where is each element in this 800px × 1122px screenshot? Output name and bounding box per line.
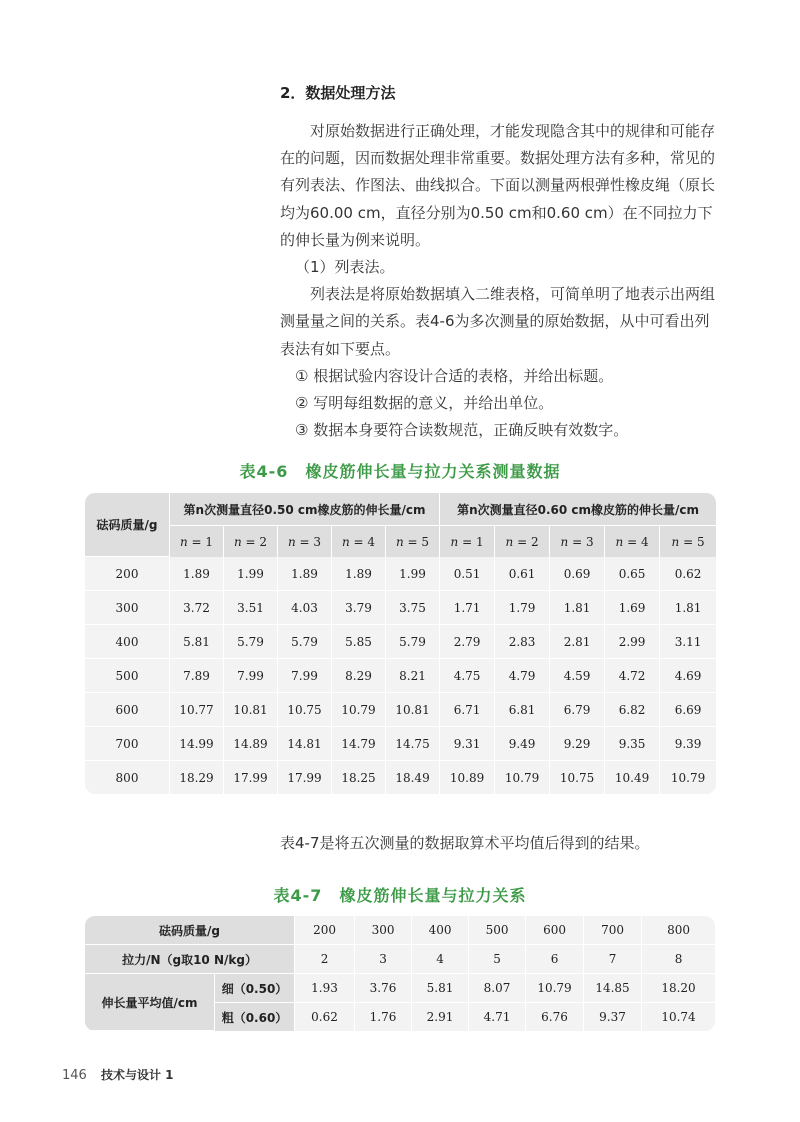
n-label-cell: n = 3: [550, 526, 605, 557]
value-cell: 17.99: [224, 761, 278, 794]
list-point-2: ② 写明每组数据的意义，并给出单位。: [295, 394, 554, 413]
value-cell: 5.79: [278, 625, 332, 659]
mass-value-cell: 500: [469, 916, 526, 945]
value-cell: 5.85: [332, 625, 386, 659]
n-label-cell: n = 2: [495, 526, 550, 557]
value-cell: 1.81: [660, 591, 716, 625]
table-row: [85, 659, 716, 693]
table-4-7-note: 表4-7是将五次测量的数据取算术平均值后得到的结果。: [280, 834, 650, 852]
group2-header: 第n次测量直径0.60 cm橡皮筋的伸长量/cm: [440, 493, 716, 526]
value-cell: 3.51: [224, 591, 278, 625]
value-cell: 14.81: [278, 727, 332, 761]
page-footer: [62, 1066, 174, 1083]
thin-label: 细（0.50）: [215, 974, 295, 1003]
thin-value-cell: 3.76: [355, 974, 412, 1003]
value-cell: 10.79: [495, 761, 550, 794]
page-number: 146: [62, 1068, 87, 1083]
n-label-cell: n = 2: [224, 526, 278, 557]
value-cell: 6.69: [660, 693, 716, 727]
value-cell: 7.89: [170, 659, 224, 693]
value-cell: 1.99: [386, 557, 440, 591]
value-cell: 10.81: [386, 693, 440, 727]
mass-value-cell: 600: [526, 916, 584, 945]
section-heading: 2．数据处理方法: [280, 84, 396, 102]
thin-value-cell: 14.85: [584, 974, 642, 1003]
value-cell: 1.69: [605, 591, 660, 625]
table-row: [85, 591, 716, 625]
value-cell: 6.71: [440, 693, 495, 727]
value-cell: 10.81: [224, 693, 278, 727]
table-row: [85, 625, 716, 659]
value-cell: 10.79: [670, 770, 706, 785]
n-label-cell: n = 1: [170, 526, 224, 557]
table-4-6: [85, 493, 716, 794]
value-cell: 10.49: [605, 761, 660, 794]
value-cell: 18.29: [170, 761, 224, 794]
force-value-cell: 2: [295, 945, 355, 974]
value-cell: 14.79: [332, 727, 386, 761]
value-cell: 7.99: [224, 659, 278, 693]
mass-value-cell: 300: [355, 916, 412, 945]
thick-value-cell: 6.76: [526, 1003, 584, 1031]
value-cell: 4.79: [495, 659, 550, 693]
mass-value-cell: 700: [584, 916, 642, 945]
value-cell: 10.75: [550, 761, 605, 794]
n-label-cell: n = 4: [332, 526, 386, 557]
body-text: [280, 118, 720, 444]
mass-cell: 500: [85, 659, 170, 693]
mass-cell: 700: [85, 727, 170, 761]
value-cell: 7.99: [278, 659, 332, 693]
value-cell: 6.79: [550, 693, 605, 727]
value-cell: 9.31: [440, 727, 495, 761]
force-value-cell: 5: [469, 945, 526, 974]
thick-value-cell: 9.37: [584, 1003, 642, 1031]
n-label-cell: n = 1: [440, 526, 495, 557]
table-4-6-title: 表4-6 橡皮筋伸长量与拉力关系测量数据: [239, 462, 561, 481]
thick-value-cell: 1.76: [355, 1003, 412, 1031]
value-cell: 14.89: [224, 727, 278, 761]
value-cell: 1.89: [278, 557, 332, 591]
force-value-cell: 4: [412, 945, 469, 974]
avg-label: 伸长量平均值/cm: [85, 974, 215, 1031]
mass-cell: 800: [85, 761, 170, 794]
value-cell: 1.79: [495, 591, 550, 625]
force-label: 拉力/N（g取10 N/kg）: [85, 945, 295, 974]
n-label-cell: n = 5: [660, 526, 716, 557]
value-cell: 0.69: [550, 557, 605, 591]
mass-label: 砝码质量/g: [85, 916, 295, 945]
value-cell: 9.39: [660, 727, 716, 761]
value-cell: 4.59: [550, 659, 605, 693]
table-4-7-title: 表4-7 橡皮筋伸长量与拉力关系: [273, 886, 527, 905]
mass-cell: 200: [85, 557, 170, 591]
value-cell: 0.62: [660, 557, 716, 591]
value-cell: 3.75: [386, 591, 440, 625]
paragraph-list-desc: 列表法是将原始数据填入二维表格，可简单明了地表示出两组测量量之间的关系。表4-6为多次测量的原始数据，从中可看出列表法有如下要点。: [280, 285, 716, 358]
value-cell: 5.79: [224, 625, 278, 659]
thick-value-cell: 4.71: [469, 1003, 526, 1031]
force-value-cell: 3: [355, 945, 412, 974]
value-cell: 10.75: [278, 693, 332, 727]
mass-value-cell: 200: [295, 916, 355, 945]
table-row: [85, 557, 716, 591]
value-cell: 1.89: [170, 557, 224, 591]
mass-value-cell: 400: [412, 916, 469, 945]
force-value-cell: 8: [642, 945, 715, 974]
thin-value-cell: 5.81: [412, 974, 469, 1003]
list-point-1: ① 根据试验内容设计合适的表格，并给出标题。: [295, 366, 614, 385]
value-cell: 1.89: [332, 557, 386, 591]
value-cell: 10.79: [332, 693, 386, 727]
value-cell: 9.35: [605, 727, 660, 761]
thin-value-cell: 8.07: [469, 974, 526, 1003]
value-cell: 1.81: [550, 591, 605, 625]
n-label-cell: n = 4: [605, 526, 660, 557]
mass-value-cell: 800: [642, 916, 715, 945]
value-cell: 1.71: [440, 591, 495, 625]
value-cell: 2.79: [440, 625, 495, 659]
thick-label: 粗（0.60）: [215, 1003, 295, 1031]
value-cell: 10.77: [170, 693, 224, 727]
value-cell: 3.11: [660, 625, 716, 659]
value-cell: 3.72: [170, 591, 224, 625]
paragraph-list-method: （1）列表法。: [295, 258, 395, 277]
table-row: [85, 761, 716, 794]
thick-value-cell: 10.74: [661, 1010, 696, 1024]
value-cell: 14.75: [386, 727, 440, 761]
value-cell: 5.81: [170, 625, 224, 659]
value-cell: 10.89: [440, 761, 495, 794]
table-row: [85, 693, 716, 727]
value-cell: 9.49: [495, 727, 550, 761]
n-label-cell: n = 3: [278, 526, 332, 557]
value-cell: 4.03: [278, 591, 332, 625]
value-cell: 2.99: [605, 625, 660, 659]
value-cell: 6.82: [605, 693, 660, 727]
list-point-3: ③ 数据本身要符合读数规范，正确反映有效数字。: [295, 421, 629, 440]
value-cell: 5.79: [386, 625, 440, 659]
value-cell: 14.99: [170, 727, 224, 761]
value-cell: 18.49: [386, 761, 440, 794]
thick-value-cell: 2.91: [412, 1003, 469, 1031]
thick-value-cell: 0.62: [295, 1003, 355, 1031]
thin-value-cell: 1.93: [295, 974, 355, 1003]
value-cell: 6.81: [495, 693, 550, 727]
value-cell: 4.69: [660, 659, 716, 693]
value-cell: 8.21: [386, 659, 440, 693]
thin-value-cell: 18.20: [642, 974, 715, 1003]
value-cell: 4.75: [440, 659, 495, 693]
value-cell: 2.83: [495, 625, 550, 659]
value-cell: 1.99: [224, 557, 278, 591]
book-title: 技术与设计 1: [100, 1068, 174, 1082]
value-cell: 9.29: [550, 727, 605, 761]
value-cell: 8.29: [332, 659, 386, 693]
value-cell: 3.79: [332, 591, 386, 625]
paragraph-intro: 对原始数据进行正确处理，才能发现隐含其中的规律和可能存在的问题，因而数据处理非常重要。数据处理方法有多种，常见的有列表法、作图法、曲线拟合。下面以测量两根弹性橡皮绳（原长均为60.00 cm，直径分别为0.50 cm和0.60 cm）在不同拉力下的伸长量为例来说明。: [280, 122, 716, 249]
force-value-cell: 6: [526, 945, 584, 974]
mass-cell: 600: [85, 693, 170, 727]
n-label-cell: n = 5: [386, 526, 440, 557]
value-cell: 0.65: [605, 557, 660, 591]
value-cell: 0.51: [440, 557, 495, 591]
mass-cell: 400: [85, 625, 170, 659]
force-value-cell: 7: [584, 945, 642, 974]
mass-cell: 300: [85, 591, 170, 625]
table-4-7: [85, 916, 715, 1031]
value-cell: 4.72: [605, 659, 660, 693]
table-row: [85, 727, 716, 761]
thin-value-cell: 10.79: [526, 974, 584, 1003]
value-cell: 0.61: [495, 557, 550, 591]
group1-header: 第n次测量直径0.50 cm橡皮筋的伸长量/cm: [170, 493, 440, 526]
value-cell: 17.99: [278, 761, 332, 794]
mass-header: 砝码质量/g: [85, 493, 170, 557]
value-cell: 2.81: [550, 625, 605, 659]
value-cell: 18.25: [332, 761, 386, 794]
